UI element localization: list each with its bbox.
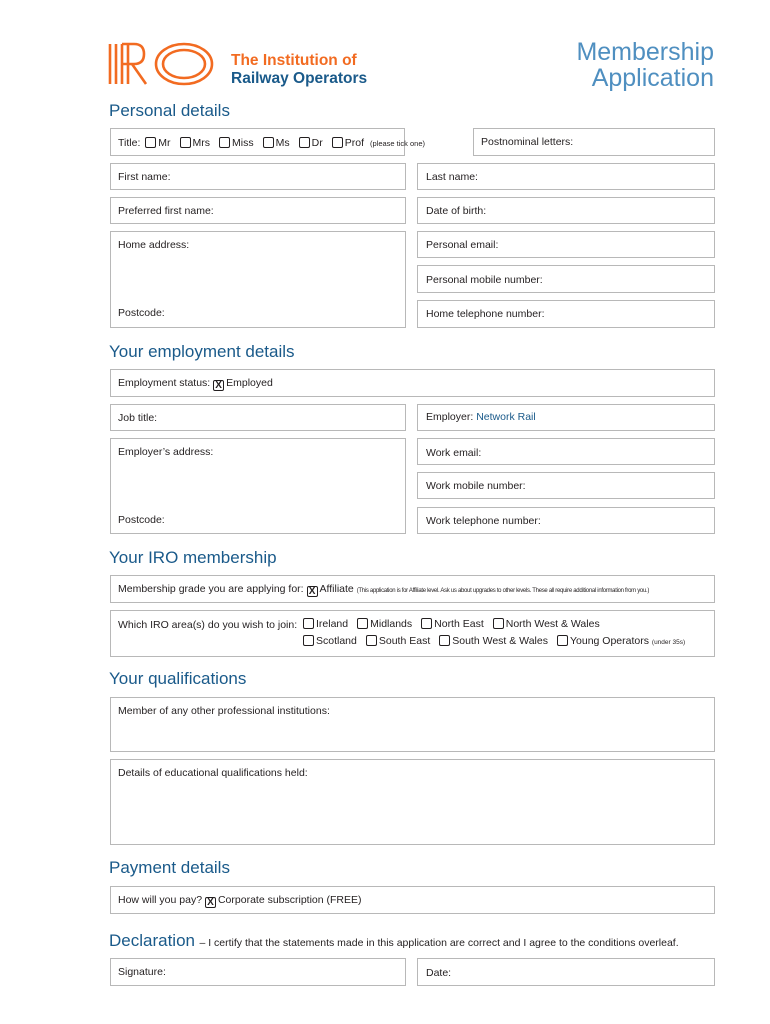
employment-heading: Your employment details [109,342,295,361]
area-north-east-checkbox[interactable] [421,618,432,629]
employer-label: Employer: [426,411,474,423]
work-phone-label: Work telephone number: [426,515,541,527]
title-option-mr: Mr [158,137,171,149]
title-option-miss: Miss [232,137,254,149]
title-mr-checkbox[interactable] [145,137,156,148]
title-option-mrs: Mrs [192,137,211,149]
area-north-west-wales-label: North West & Wales [505,618,600,630]
title-field[interactable] [110,128,426,156]
personal-details-heading: Personal details [109,101,230,120]
signature-label: Signature: [118,966,166,978]
payment-heading: Payment details [109,858,230,877]
personal-mobile-field[interactable] [417,265,715,293]
corporate-subscription-label: Corporate subscription (FREE) [217,894,362,906]
personal-mobile-label: Personal mobile number: [426,274,543,286]
org-name-line2: Railway Operators [231,70,368,87]
title-mrs-checkbox[interactable] [180,137,191,148]
preferred-first-name-field[interactable] [110,197,406,224]
home-phone-label: Home telephone number: [426,308,545,320]
job-title-label: Job title: [118,412,158,424]
last-name-field[interactable] [417,163,715,190]
title-row [118,137,425,149]
home-address-field[interactable] [110,231,406,328]
work-mobile-label: Work mobile number: [426,480,526,492]
iro-areas-row2 [303,635,685,647]
area-ireland-checkbox[interactable] [303,618,314,629]
iro-logo-mark [108,40,220,88]
title-hint: (please tick one) [370,139,426,148]
title-ms-checkbox[interactable] [263,137,274,148]
iro-logo [108,40,220,88]
title-dr-checkbox[interactable] [299,137,310,148]
education-field[interactable] [110,759,715,845]
work-email-field[interactable] [417,438,715,465]
dob-label: Date of birth: [426,205,487,217]
work-phone-field[interactable] [417,507,715,534]
payment-how-label: How will you pay? [118,894,203,906]
other-institutions-label: Member of any other professional institutions: [118,705,330,717]
area-young-operators-label: Young Operators [569,635,649,647]
postnominal-label: Postnominal letters: [481,136,574,148]
title-label: Title: [118,137,141,149]
title-miss-checkbox[interactable] [219,137,230,148]
work-email-label: Work email: [426,447,482,459]
title-option-prof: Prof [344,137,364,149]
area-young-operators-checkbox[interactable] [557,635,568,646]
employer-address-field[interactable] [110,438,406,534]
membership-grade-field[interactable] [110,575,715,603]
membership-heading: Your IRO membership [109,548,277,567]
first-name-label: First name: [118,171,171,183]
qualifications-heading: Your qualifications [109,669,247,688]
date-field[interactable] [417,958,715,986]
employer-value: Network Rail [476,411,536,423]
area-south-west-wales-label: South West & Wales [452,635,548,647]
iro-areas-field[interactable] [110,610,715,657]
first-name-field[interactable] [110,163,406,190]
area-north-west-wales-checkbox[interactable] [493,618,504,629]
area-south-west-wales-checkbox[interactable] [439,635,450,646]
declaration-heading: Declaration [109,931,195,950]
declaration-text: – I certify that the statements made in this application are correct and I agree to the conditions overleaf. [199,937,679,949]
org-name-line1: The Institution of [231,52,357,69]
area-midlands-checkbox[interactable] [357,618,368,629]
education-label: Details of educational qualifications held: [118,767,308,779]
payment-row [118,894,362,908]
personal-email-field[interactable] [417,231,715,258]
iro-areas-row1 [303,618,609,630]
iro-areas-label: Which IRO area(s) do you wish to join: [118,619,298,631]
form-title-line1: Membership [576,38,714,66]
last-name-label: Last name: [426,171,478,183]
grade-note: (This application is for Affiliate level. Ask us about upgrades to other levels. These all require additional information from you.) [356,588,650,594]
date-label: Date: [426,967,452,979]
home-address-label: Home address: [118,239,190,251]
postnominal-field[interactable] [473,128,715,156]
employment-status-label: Employment status: [118,377,211,389]
area-scotland-checkbox[interactable] [303,635,314,646]
title-prof-checkbox[interactable] [332,137,343,148]
employed-label: Employed [226,377,273,389]
corporate-subscription-checkbox[interactable]: X [205,897,216,908]
personal-email-label: Personal email: [426,239,499,251]
home-postcode-label: Postcode: [118,307,165,319]
affiliate-label: Affiliate [319,583,354,595]
signature-field[interactable] [110,958,406,986]
employer-field[interactable] [417,404,715,431]
area-midlands-label: Midlands [370,618,413,630]
declaration-heading-row [109,931,679,951]
other-institutions-field[interactable] [110,697,715,752]
area-south-east-label: South East [378,635,431,647]
work-mobile-field[interactable] [417,472,715,499]
employer-address-label: Employer’s address: [118,446,214,458]
area-ireland-label: Ireland [316,618,349,630]
title-option-dr: Dr [311,137,323,149]
work-postcode-label: Postcode: [118,514,165,526]
employer-row [426,411,536,423]
form-title-line2: Application [591,64,714,92]
job-title-field[interactable] [110,404,406,431]
membership-grade-label: Membership grade you are applying for: [118,583,304,595]
employed-checkbox[interactable]: X [213,380,224,391]
employment-status-field[interactable] [110,369,715,397]
area-south-east-checkbox[interactable] [366,635,377,646]
area-north-east-label: North East [434,618,484,630]
payment-method-field[interactable] [110,886,715,914]
young-operators-note: (under 35s) [651,639,686,646]
membership-grade-row [118,583,649,597]
area-scotland-label: Scotland [316,635,357,647]
home-phone-field[interactable] [417,300,715,328]
title-option-ms: Ms [275,137,290,149]
preferred-first-name-label: Preferred first name: [118,205,214,217]
employment-status-row [118,377,273,391]
affiliate-checkbox[interactable]: X [307,586,318,597]
dob-field[interactable] [417,197,715,224]
